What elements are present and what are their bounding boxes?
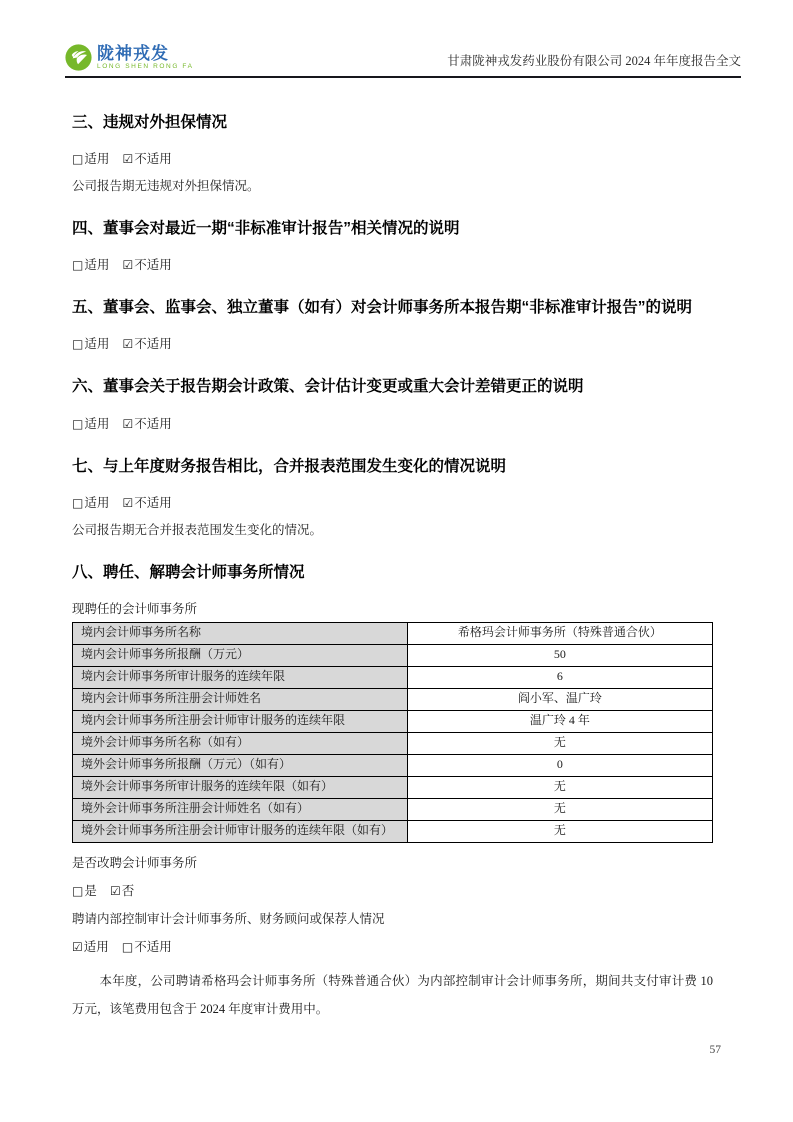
row-label-cell: 境外会计师事务所注册会计师审计服务的连续年限（如有） — [73, 820, 408, 842]
company-logo — [65, 44, 194, 71]
option-selected — [122, 152, 171, 166]
option-label: 是 — [84, 883, 97, 898]
checkbox-checked-icon: ☑ — [72, 939, 83, 954]
page-header — [65, 44, 741, 78]
header-doc-title: 甘肃陇神戎发药业股份有限公司 2024 年年度报告全文 — [447, 54, 741, 68]
option-label: 不适用 — [134, 416, 172, 431]
row-value-cell: 无 — [407, 732, 712, 754]
table-row — [73, 820, 713, 842]
internal-control-options-line — [72, 937, 713, 955]
row-label-cell: 境内会计师事务所报酬（万元） — [73, 644, 408, 666]
row-label-cell: 境外会计师事务所名称（如有） — [73, 732, 408, 754]
applicability-line — [72, 414, 713, 432]
checkbox-unchecked-icon: □ — [72, 337, 84, 352]
checkbox-unchecked-icon: □ — [72, 258, 84, 273]
option-selected — [122, 337, 171, 351]
option-selected — [122, 417, 171, 431]
option-label: 不适用 — [134, 152, 172, 167]
row-value-cell: 无 — [407, 776, 712, 798]
section-heading-6: 六、董事会关于报告期会计政策、会计估计变更或重大会计差错更正的说明 — [72, 378, 584, 396]
checkbox-unchecked-icon: □ — [72, 416, 84, 431]
table-row — [73, 776, 713, 798]
section-note: 公司报告期无合并报表范围发生变化的情况。 — [72, 522, 323, 537]
option-label: 适用 — [84, 416, 110, 431]
option-not-selected — [72, 417, 109, 431]
option-not-selected — [72, 152, 109, 166]
option-label: 适用 — [84, 152, 110, 167]
section-heading-3: 三、违规对外担保情况 — [72, 114, 228, 131]
row-label-cell: 境内会计师事务所名称 — [73, 622, 408, 644]
row-label-cell: 境外会计师事务所报酬（万元）（如有） — [73, 754, 408, 776]
option-label: 适用 — [84, 258, 110, 273]
checkbox-checked-icon: ☑ — [122, 258, 134, 273]
table-row — [73, 688, 713, 710]
section-heading-5: 五、董事会、监事会、独立董事（如有）对会计师事务所本报告期“非标准审计报告”的说明 — [72, 299, 693, 317]
logo-text — [97, 45, 194, 71]
accountant-table — [72, 622, 713, 843]
section-heading-4: 四、董事会对最近一期“非标准审计报告”相关情况的说明 — [72, 220, 460, 238]
table-row — [73, 754, 713, 776]
option-label: 适用 — [84, 337, 110, 352]
option-label: 适用 — [84, 495, 110, 510]
checkbox-checked-icon: ☑ — [122, 152, 134, 167]
table-row — [73, 622, 713, 644]
row-value-cell: 50 — [407, 644, 712, 666]
option-not-selected — [72, 496, 109, 510]
row-label-cell: 境外会计师事务所注册会计师姓名（如有） — [73, 798, 408, 820]
section-heading-8: 八、聘任、解聘会计师事务所情况 — [72, 563, 305, 581]
checkbox-unchecked-icon: □ — [72, 883, 84, 898]
table-row — [73, 798, 713, 820]
option-selected — [122, 496, 171, 510]
row-value-cell: 希格玛会计师事务所（特殊普通合伙） — [407, 622, 712, 644]
row-label-cell: 境内会计师事务所注册会计师姓名 — [73, 688, 408, 710]
checkbox-unchecked-icon: □ — [72, 152, 84, 167]
row-label-cell: 境外会计师事务所审计服务的连续年限（如有） — [73, 776, 408, 798]
option-label: 否 — [121, 883, 135, 898]
logo-text-en: LONG SHEN RONG FA — [97, 62, 194, 70]
option-selected — [72, 940, 109, 954]
row-value-cell: 温广玲 4 年 — [407, 710, 712, 732]
table-row — [73, 710, 713, 732]
checkbox-unchecked-icon: □ — [72, 495, 84, 510]
section-heading-7: 七、与上年度财务报告相比，合并报表范围发生变化的情况说明 — [72, 457, 507, 475]
row-value-cell: 6 — [407, 666, 712, 688]
row-value-cell: 无 — [407, 798, 712, 820]
change-question: 是否改聘会计师事务所 — [72, 855, 198, 870]
row-value-cell: 0 — [407, 754, 712, 776]
row-value-cell: 阎小军、温广玲 — [407, 688, 712, 710]
option-label: 不适用 — [134, 495, 172, 510]
option-not-selected — [122, 940, 172, 954]
applicability-line — [72, 149, 713, 167]
option-label: 不适用 — [134, 939, 172, 954]
checkbox-checked-icon: ☑ — [109, 883, 121, 898]
option-label: 不适用 — [134, 258, 172, 273]
paragraph: 本年度，公司聘请希格玛会计师事务所（特殊普通合伙）为内部控制审计会计师事务所，期间共支付审计费 10 万元，该笔费用包含于 2024 年度审计费用中。 — [72, 973, 713, 1016]
table-row — [73, 732, 713, 754]
document-body — [72, 88, 713, 1023]
option-label: 适用 — [83, 939, 109, 954]
checkbox-checked-icon: ☑ — [122, 337, 134, 352]
row-value-cell: 无 — [407, 820, 712, 842]
applicability-line — [72, 493, 713, 511]
table-row — [73, 666, 713, 688]
option-not-selected — [72, 884, 97, 898]
logo-text-cn: 陇神戎发 — [97, 43, 169, 63]
option-label: 不适用 — [134, 337, 172, 352]
applicability-line — [72, 255, 713, 273]
checkbox-checked-icon: ☑ — [122, 416, 134, 431]
table-row — [73, 644, 713, 666]
table-caption: 现聘任的会计师事务所 — [72, 601, 198, 616]
option-selected — [110, 884, 134, 898]
checkbox-unchecked-icon: □ — [121, 939, 134, 954]
option-not-selected — [72, 258, 109, 272]
internal-control-line: 聘请内部控制审计会计师事务所、财务顾问或保荐人情况 — [72, 911, 385, 926]
change-options-line — [72, 881, 713, 899]
applicability-line — [72, 334, 713, 352]
row-label-cell: 境内会计师事务所注册会计师审计服务的连续年限 — [73, 710, 408, 732]
option-not-selected — [72, 337, 109, 351]
logo-mark-icon — [65, 44, 92, 71]
option-selected — [122, 258, 171, 272]
section-note: 公司报告期无违规对外担保情况。 — [72, 179, 260, 194]
page-number: 57 — [709, 1044, 721, 1056]
row-label-cell: 境内会计师事务所审计服务的连续年限 — [73, 666, 408, 688]
checkbox-checked-icon: ☑ — [122, 495, 134, 510]
